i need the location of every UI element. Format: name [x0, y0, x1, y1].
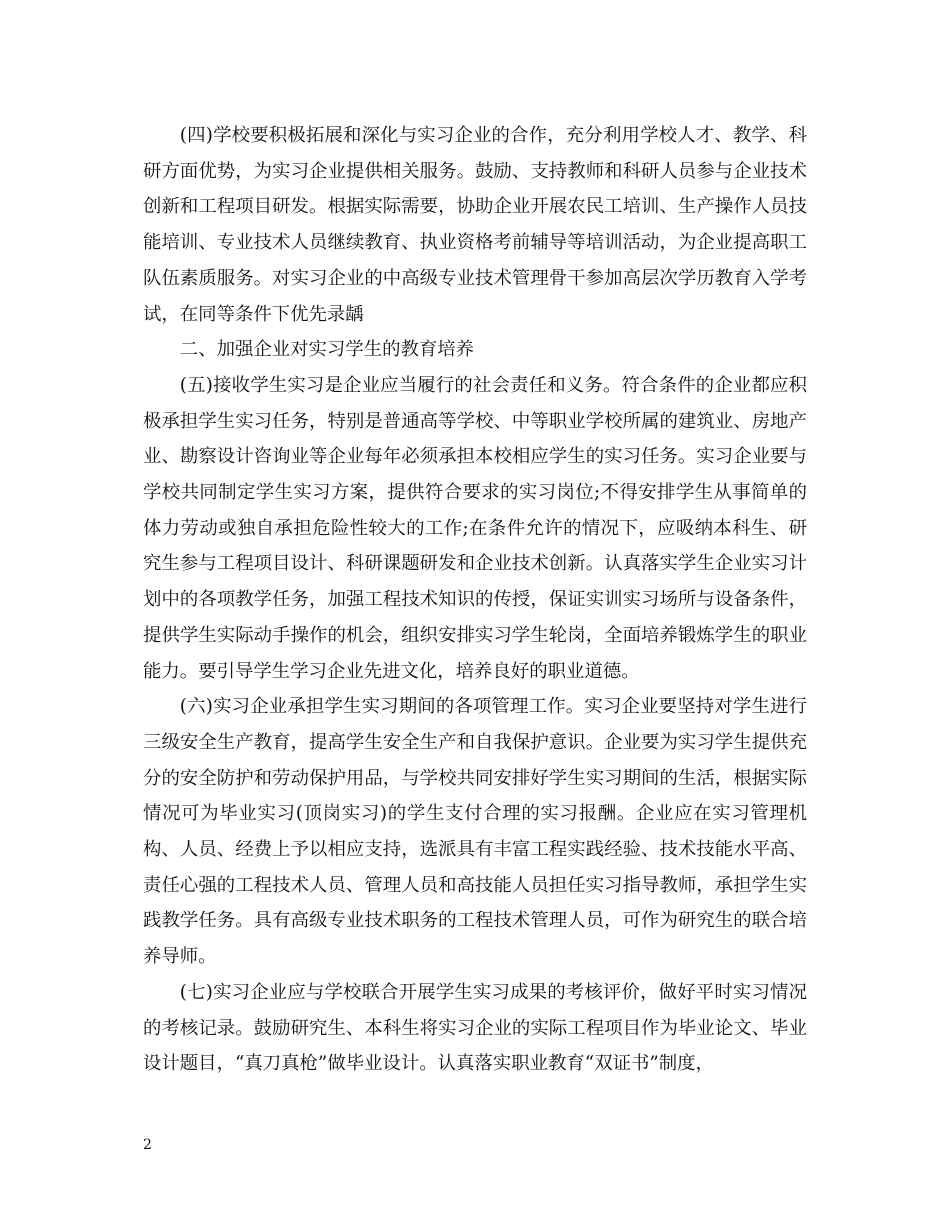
document-body — [143, 118, 807, 1082]
section-heading-enterprise-training: 二、加强企业对实习学生的教育培养 — [179, 339, 475, 361]
paragraph-intern-assessment: (七)实习企业应与学校联合开展学生实习成果的考核评价，做好平时实习情况的考核记录。鼓励研究生、本科生将实习企业的实际工程项目作为毕业论文、毕业设计题目，“真刀真枪”做毕业设计。认真落实职业教育“双证书”制度， — [143, 981, 807, 1075]
paragraph-accepting-interns: (五)接收学生实习是企业应当履行的社会责任和义务。符合条件的企业都应积极承担学生实习任务，特别是普通高等学校、中等职业学校所属的建筑业、房地产业、勘察设计咨询业等企业每年必须承担本校相应学生的实习任务。实习企业要与学校共同制定学生实习方案，提供符合要求的实习岗位;不得安排学生从事简单的体力劳动或独自承担危险性较大的工作;在条件允许的情况下，应吸纳本科生、研究生参与工程项目设计、科研课题研发和企业技术创新。认真落实学生企业实习计划中的各项教学任务，加强工程技术知识的传授，保证实训实习场所与设备条件，提供学生实际动手操作的机会，组织安排实习学生轮岗，全面培养锻炼学生的职业能力。要引导学生学习企业先进文化，培养良好的职业道德。 — [143, 374, 807, 682]
paragraph-school-cooperation: (四)学校要积极拓展和深化与实习企业的合作，充分利用学校人才、教学、科研方面优势，为实习企业提供相关服务。鼓励、支持教师和科研人员参与企业技术创新和工程项目研发。根据实际需要，协助企业开展农民工培训、生产操作人员技能培训、专业技术人员继续教育、执业资格考前辅导等培训活动，为企业提高职工队伍素质服务。对实习企业的中高级专业技术管理骨干参加高层次学历教育入学考试，在同等条件下优先录龋 — [143, 125, 807, 325]
paragraph-intern-management: (六)实习企业承担学生实习期间的各项管理工作。实习企业要坚持对学生进行三级安全生产教育，提高学生安全生产和自我保护意识。企业要为实习学生提供充分的安全防护和劳动保护用品，与学校共同安排好学生实习期间的生活，根据实际情况可为毕业实习(顶岗实习)的学生支付合理的实习报酬。企业应在实习管理机构、人员、经费上予以相应支持，选派具有丰富工程实践经验、技术技能水平高、责任心强的工程技术人员、管理人员和高技能人员担任实习指导教师，承担学生实践教学任务。具有高级专业技术职务的工程技术管理人员，可作为研究生的联合培养导师。 — [143, 696, 807, 968]
page-number: 2 — [143, 1137, 152, 1153]
